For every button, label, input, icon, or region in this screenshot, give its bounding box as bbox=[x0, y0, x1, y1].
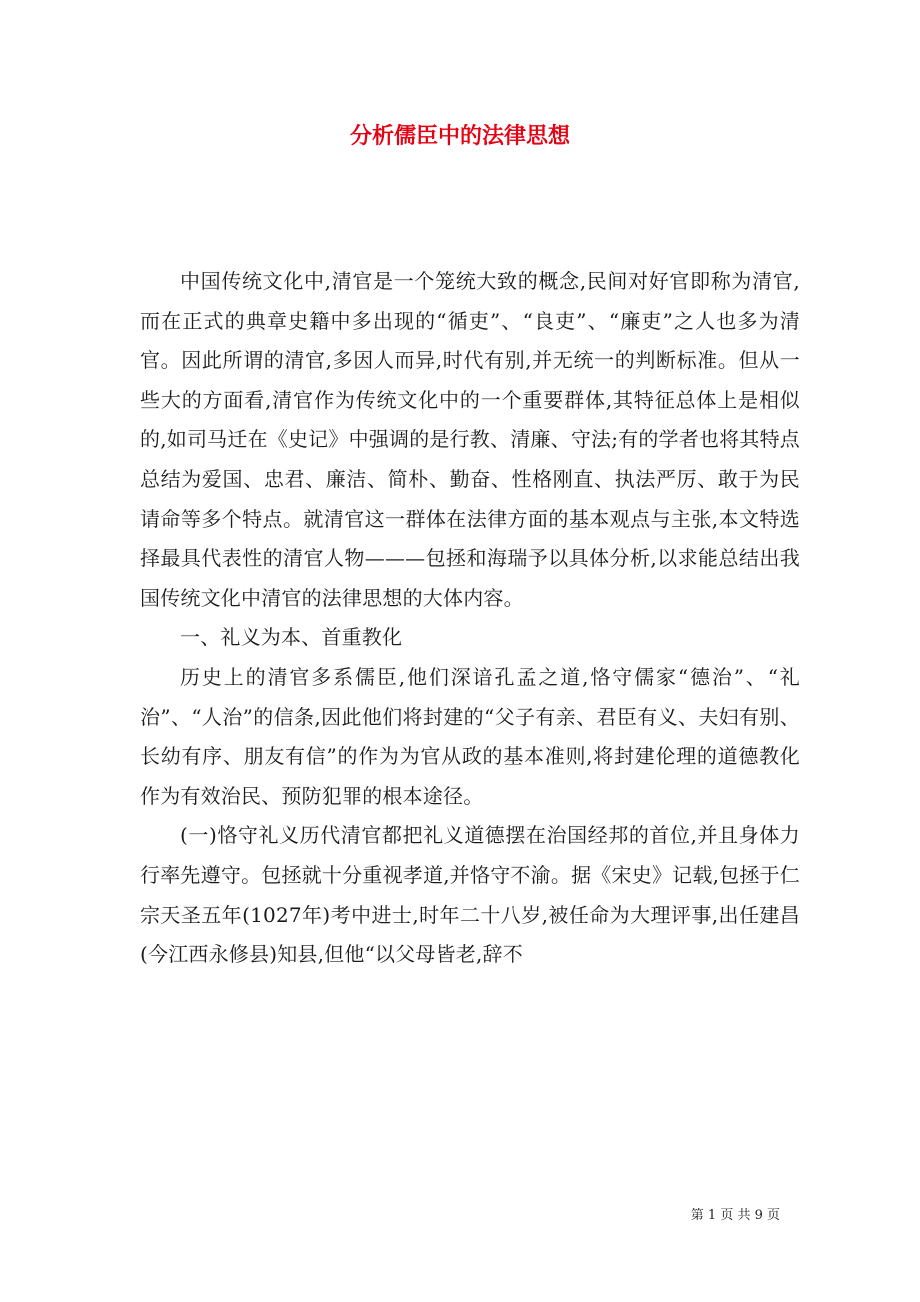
body-paragraph: 历史上的清官多系儒臣,他们深谙孔孟之道,恪守儒家“德治”、“礼治”、“人治”的信条,因此他们将封建的“父子有亲、君臣有义、夫妇有别、长幼有序、朋友有信”的作为为官从政的基本准则,将封建伦理的道德教化作为有效治民、预防犯罪的根本途径。 bbox=[140, 664, 800, 808]
intro-paragraph: 中国传统文化中,清官是一个笼统大致的概念,民间对好官即称为清官,而在正式的典章史籍中多出现的“循吏”、“良吏”、“廉吏”之人也多为清官。因此所谓的清官,多因人而异,时代有别,并无统一的判断标准。但从一些大的方面看,清官作为传统文化中的一个重要群体,其特征总体上是相似的,如司马迁在《史记》中强调的是行教、清廉、守法;有的学者也将其特点总结为爱国、忠君、廉洁、简朴、勤奋、性格刚直、执法严厉、敢于为民请命等多个特点。就清官这一群体在法律方面的基本观点与主张,本文特选择最具代表性的清官人物———包拯和海瑞予以具体分析,以求能总结出我国传统文化中清官的法律思想的大体内容。 bbox=[140, 269, 800, 610]
body-paragraph: (一)恪守礼义历代清官都把礼义道德摆在治国经邦的首位,并且身体力行率先遵守。包拯就十分重视孝道,并恪守不渝。据《宋史》记载,包拯于仁宗天圣五年(1027年)考中进士,时年二十八岁,被任命为大理评事,出任建昌(今江西永修县)知县,但他“以父母皆老,辞不 bbox=[140, 823, 800, 967]
page-number: 第 1 页 共 9 页 bbox=[690, 1208, 780, 1223]
section-heading: 一、礼义为本、首重教化 bbox=[180, 625, 403, 650]
document-title: 分析儒臣中的法律思想 bbox=[349, 123, 570, 149]
document-body bbox=[140, 262, 800, 975]
